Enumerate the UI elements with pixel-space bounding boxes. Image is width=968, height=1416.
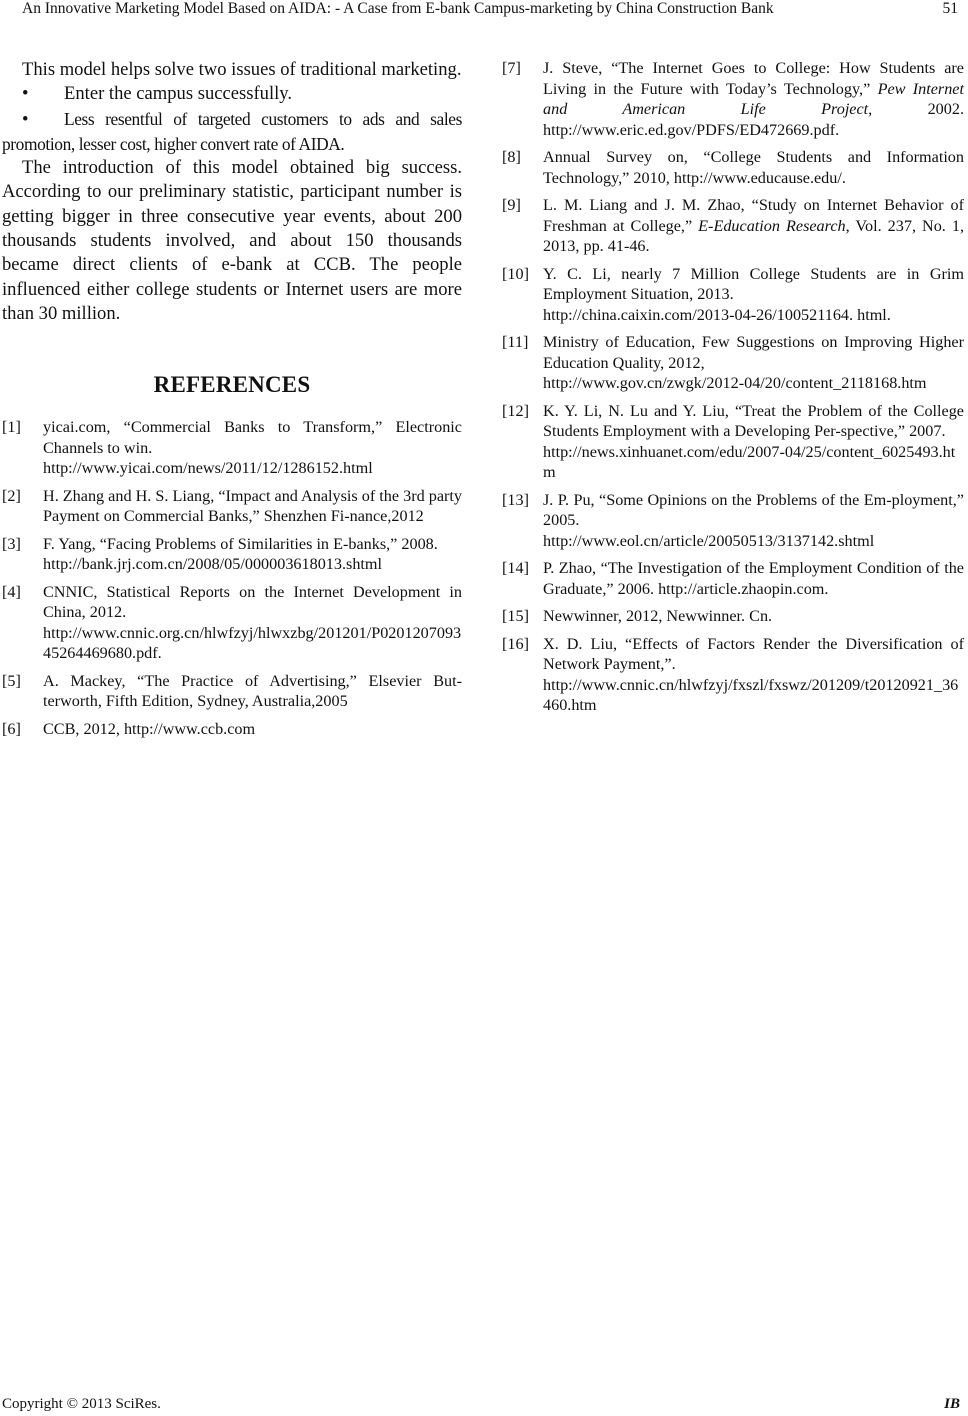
reference-number: [3] [2, 534, 21, 553]
bullet-item [2, 82, 462, 106]
reference-number: [12] [502, 401, 529, 420]
references-left-list [2, 417, 462, 739]
reference-text [43, 486, 462, 527]
reference-number: [4] [2, 582, 21, 601]
bullet-text: Less resentful of targeted customers to ads and sales promotion, lesser cost, higher convert rate of AIDA. [2, 108, 462, 154]
reference-citation: X. D. Liu, “Effects of Factors Render the Diversification of Network Payment,”. [543, 634, 964, 673]
reference-item [2, 719, 462, 740]
reference-citation: K. Y. Li, N. Lu and Y. Liu, “Treat the Problem of the College Students Employment with a Developing Per-spective,” 2007. [543, 401, 964, 440]
reference-citation: yicai.com, “Commercial Banks to Transform,” Electronic Channels to win. [43, 418, 462, 457]
intro-paragraph: This model helps solve two issues of traditional marketing. [22, 59, 462, 80]
reference-text [43, 582, 462, 664]
reference-citation: L. M. Liang and J. M. Zhao, “Study on Internet Behavior of Freshman at College,” [543, 196, 964, 235]
reference-text [543, 58, 964, 140]
reference-item [2, 671, 462, 712]
reference-item [502, 634, 964, 716]
reference-citation: 2002. http://www.eric.ed.gov/PDFS/ED472669.pdf. [543, 100, 964, 139]
reference-citation: Y. C. Li, nearly 7 Million College Students are in Grim Employment Situation, 2013. [543, 264, 964, 303]
reference-item [502, 264, 964, 326]
reference-number: [10] [502, 264, 529, 283]
reference-citation: , Vol. 237, No. 1, 2013, pp. 41-46. [543, 216, 965, 255]
reference-item [2, 534, 462, 575]
reference-text [43, 719, 462, 740]
body-text [2, 58, 462, 326]
reference-url[interactable]: http://news.xinhuanet.com/edu/2007-04/25/content_6025493.htm [543, 442, 956, 481]
references-right-list [502, 58, 964, 716]
reference-item [2, 417, 462, 479]
reference-number: [6] [2, 719, 21, 738]
reference-source: E-Education Research [698, 216, 846, 235]
reference-number: [8] [502, 148, 521, 166]
reference-item [2, 486, 462, 527]
reference-text [543, 401, 964, 483]
reference-number: [1] [2, 418, 21, 437]
reference-text [543, 558, 964, 599]
reference-url[interactable]: http://www.cnnic.org.cn/hlwfzyj/hlwxzbg/201201/P020120709345264469680.pdf. [43, 623, 462, 663]
bullet-icon: • [22, 108, 29, 130]
reference-text [543, 264, 964, 326]
reference-text [543, 147, 964, 188]
running-header [0, 0, 968, 26]
reference-url[interactable]: http://www.yicai.com/news/2011/12/1286152.html [43, 459, 373, 478]
reference-number: [11] [502, 333, 529, 351]
reference-item [502, 401, 964, 483]
reference-citation: CCB, 2012, http://www.ccb.com [43, 719, 256, 738]
reference-number: [16] [502, 634, 529, 653]
reference-text [43, 417, 462, 479]
reference-number: [15] [502, 607, 529, 625]
reference-url[interactable]: http://www.cnnic.cn/hlwfzyj/fxszl/fxswz/201209/t20120921_36460.htm [543, 675, 959, 714]
reference-citation: CNNIC, Statistical Reports on the Internet Development in China, 2012. [43, 582, 462, 622]
reference-url[interactable]: http://www.gov.cn/zwgk/2012-04/20/content_2118168.htm [543, 374, 927, 392]
reference-number: [9] [502, 196, 521, 214]
reference-url[interactable]: http://www.eol.cn/article/20050513/3137142.shtml [543, 531, 875, 550]
bullet-list [2, 82, 462, 156]
reference-citation: Ministry of Education, Few Suggestions on Improving Higher Education Quality, 2012, [543, 333, 964, 372]
reference-number: [5] [2, 671, 21, 690]
bullet-item [2, 107, 462, 157]
reference-url[interactable]: http://china.caixin.com/2013-04-26/100521164. html. [543, 305, 891, 324]
bullet-icon: • [22, 83, 29, 105]
conclusion-paragraph: The introduction of this model obtained big success. According to our preliminary statistic, participant number is getting bigger in three consecutive year events, about 200 thousands students involved, and about 150 thousands became direct clients of e-bank at CCB. The people influenced either college students or Internet users are more than 30 million. [2, 157, 462, 324]
reference-item [502, 332, 964, 394]
reference-citation: F. Yang, “Facing Problems of Similarities in E-banks,” 2008. [43, 534, 438, 553]
reference-item [502, 606, 964, 627]
reference-citation: P. Zhao, “The Investigation of the Employment Condition of the Graduate,” 2006. http://article.zhaopin.com. [543, 559, 964, 598]
left-column [2, 58, 462, 746]
reference-citation: Annual Survey on, “College Students and Information Technology,” 2010, http://www.educause.edu/. [543, 148, 964, 187]
page-number: 51 [942, 0, 958, 17]
reference-number: [7] [502, 59, 521, 77]
reference-item [502, 490, 964, 552]
reference-text [543, 634, 964, 716]
reference-number: [14] [502, 559, 529, 577]
reference-number: [2] [2, 486, 21, 505]
reference-item [2, 582, 462, 664]
reference-url[interactable]: http://bank.jrj.com.cn/2008/05/000003618013.shtml [43, 555, 383, 574]
reference-item [502, 558, 964, 599]
reference-text [43, 534, 462, 575]
reference-item [502, 195, 964, 257]
reference-item [502, 58, 964, 140]
right-column [502, 58, 964, 723]
bullet-text: Enter the campus successfully. [64, 83, 293, 105]
reference-text [543, 332, 964, 394]
reference-number: [13] [502, 490, 529, 509]
running-title: An Innovative Marketing Model Based on AIDA: - A Case from E-bank Campus-marketing by China Construction Bank [22, 0, 774, 17]
reference-citation: H. Zhang and H. S. Liang, “Impact and Analysis of the 3rd party Payment on Commercial Banks,” Shenzhen Fi-nance,2012 [43, 486, 462, 526]
reference-citation: Newwinner, 2012, Newwinner. Cn. [543, 607, 773, 625]
journal-abbrev: IB [944, 1396, 960, 1412]
reference-item [502, 147, 964, 188]
reference-citation: A. Mackey, “The Practice of Advertising,” Elsevier But-terworth, Fifth Edition, Sydney, Australia,2005 [43, 671, 462, 711]
reference-citation: J. P. Pu, “Some Opinions on the Problems of the Em-ployment,” 2005. [543, 490, 964, 529]
references-heading: REFERENCES [153, 372, 311, 398]
reference-text [543, 490, 964, 552]
reference-source: Pew Internet and American Life Project, [543, 79, 964, 118]
copyright-notice: Copyright © 2013 SciRes. [2, 1396, 161, 1412]
reference-citation: J. Steve, “The Internet Goes to College: How Students are Living in the Future with Today’s Technology,” [543, 59, 964, 98]
reference-text [543, 606, 964, 627]
reference-text [543, 195, 964, 257]
reference-text [43, 671, 462, 712]
